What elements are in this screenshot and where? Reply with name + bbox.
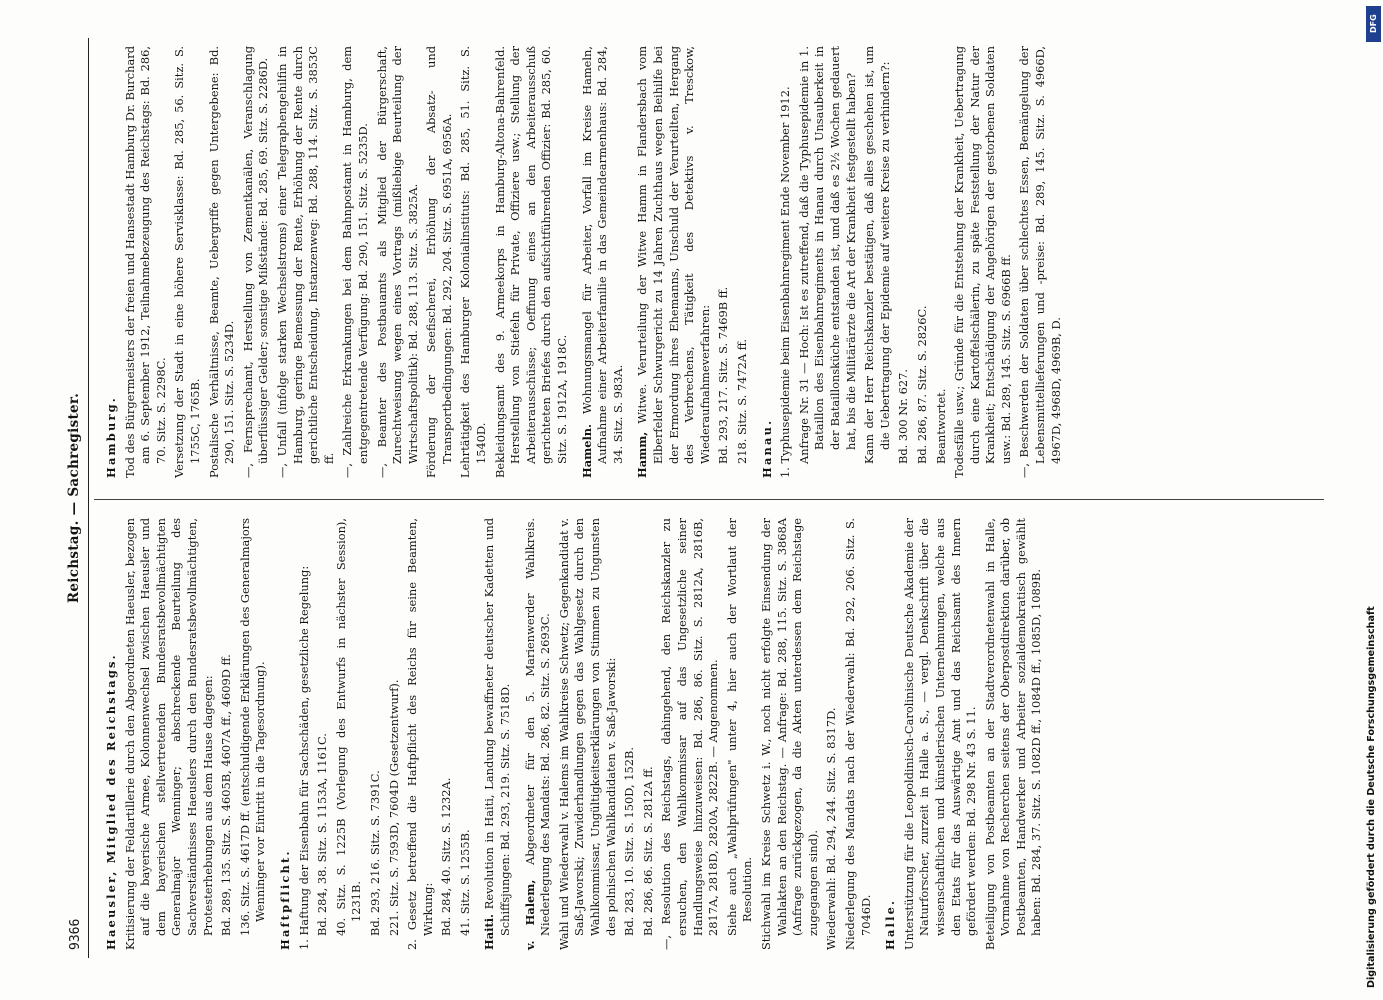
register-entry: Unterstützung für die Leopoldinisch-Carolinische Deutsche Akademie der Naturforscher, zurzeit in Halle a. S., — vergl. Denkschrift über die wissenschaftlichen und künstlerischen Unternehmungen, welche aus den Etats für das Auswärtige Amt und das Reichsamt des Innern gefördert werden: Bd. 298 Nr. 43 S. 11. xyxy=(901,518,979,950)
rotated-register-page xyxy=(40,38,1340,958)
citation-line: Beantwortet. xyxy=(933,388,948,464)
register-entry: Förderung der Seefischerei, Erhöhung der Absatz- und Transportbedingungen: Bd. 292, 204. Sitz. S. 6951A, 6956A. xyxy=(424,46,454,478)
register-entry: Postalische Verhältnisse, Beamte, Uebergriffe gegen Untergebene: Bd. 290, 151. Sitz. S. 5234D. xyxy=(206,46,237,478)
digitization-credit xyxy=(1352,4,1376,996)
register-entry xyxy=(580,46,627,478)
entry-text: Witwe. Verurteilung der Witwe Hamm in Flandersbach vom Elberfelder Schwurgericht zu 14 Jahren Zuchthaus wegen Beihilfe bei der Ermordung ihres Ehemanns, Unschuld der Verurteilten, Hergang des Verbrechens, Tätigkeit des Detektivs v. Tresckow, Wiederaufnahmeverfahren: xyxy=(635,46,712,464)
entry-keyword: Hamm, xyxy=(635,431,650,478)
credit-text: Digitalisierung gefördert durch die Deutsche Forschungsgemeinschaft xyxy=(1366,606,1377,988)
register-entry: 2. Gesetz betreffend die Haftpflicht des Reichs für seine Beamten, Wirkung: xyxy=(405,518,435,950)
register-entry: Niederlegung des Mandats nach der Wiederwahl: Bd. 292, 206. Sitz. S. 7046D. xyxy=(842,518,873,950)
citation-line: Bd. 286, 86. Sitz. S. 2812A ff. xyxy=(640,766,655,936)
entry-heading: Hamburg. xyxy=(104,396,118,478)
citation-line: Bd. 286, 87. Sitz. S. 2826C. xyxy=(914,305,929,464)
citation-line: Bd. 293, 216. Sitz. S. 7391C. xyxy=(367,770,382,936)
page-number: 9366 xyxy=(68,918,83,950)
left-column xyxy=(104,518,1048,950)
register-entry: Tod des Bürgermeisters der freien und Hansestadt Hamburg Dr. Burchard am 6. September 1912, Teilnahmebezeugung des Reichstags: Bd. 286, 70. Sitz. S. 2298C. xyxy=(122,46,168,478)
register-entry: —, Unfall (infolge starken Wechselstroms) einer Telegraphengehilfin in Hamburg, geringe Bemessung der Rente, Erhöhung der Rente durch gerichtliche Entscheidung, Instanzenweg: Bd. 288, 114. Sitz. S. 3853C ff. xyxy=(274,46,336,478)
citation-line: Bd. 300 Nr. 627. xyxy=(896,368,911,464)
register-entry: 1. Haftung der Eisenbahn für Sachschäden, gesetzliche Regelung: xyxy=(296,565,311,950)
entry-heading: Haftpflicht. xyxy=(277,849,292,950)
register-entry: 1. Typhusepidemie beim Eisenbahnregiment Ende November 1912. xyxy=(778,86,793,478)
citation-line: 40. Sitz. S. 1225B (Vorlegung des Entwurfs in nächster Session), 1231B. xyxy=(333,518,364,936)
register-entry xyxy=(523,518,554,950)
entry-heading: Haeusler, Mitglied des Reichstags. xyxy=(104,653,118,950)
entry-text: Revolution in Haiti, Landung bewaffneter deutscher Kadetten und Schiffsjungen: Bd. 293, 219. Sitz. S. 7518D. xyxy=(482,518,513,936)
citation-line: Anfrage Nr. 31 — Hoch: Ist es zutreffend, daß die Typhusepidemie in 1. Bataillon des Eisenbahnregiments in Hanau durch Unsauberkeit in der Bataillonsküche entstanden ist, und daß es 2½ Wochen gedauert hat, bis die Militärärzte die Art der Krankheit festgestellt haben? xyxy=(796,46,858,464)
dfg-logo: DFG xyxy=(1366,6,1381,42)
citation-line: 221. Sitz. S. 7593D, 7604D (Gesetzentwurf). xyxy=(386,679,401,936)
register-entry: Wiederwahl: Bd. 294, 244. Sitz. S. 8317D. xyxy=(824,707,839,950)
register-entry: Wahl und Wiederwahl v. Halems im Wahlkreise Schwetz; Gegenkandidat v. Saß-Jaworski; Zuwiderhandlungen gegen das Wahlgesetz durch den Wahlkommissar, Ungültigkeitserklärungen von Stimmen zu Ungunsten des polnischen Wahlkandidaten v. Saß-Jaworski: xyxy=(556,518,618,950)
page-header xyxy=(66,38,89,958)
register-entry: Versetzung der Stadt in eine höhere Servisklasse: Bd. 285, 56. Sitz. S. 1755C, 1765B. xyxy=(172,46,202,478)
entry-text: Abgeordneter für den 5. Marienwerder Wahlkreis. Niederlegung des Mandats: Bd. 286, 82. Sitz. S. 2693C. xyxy=(522,518,553,936)
citation-line: Kann der Herr Reichskanzler bestätigen, daß alles geschehen ist, um die Uebertragung der Epidemie auf weitere Kreise zu verhindern?: xyxy=(862,46,892,464)
citation-line: 218. Sitz. S. 7472A ff. xyxy=(734,338,749,464)
register-entry: —, Zahlreiche Erkrankungen bei dem Bahnpostamt in Hamburg, dem entgegentretende Verfügung: Bd. 290, 151. Sitz. S. 5235D. xyxy=(340,46,370,478)
register-entry: Stichwahl im Kreise Schwetz i. W., noch nicht erfolgte Einsendung der Wahlakten an den Reichstag. — Anfrage: Bd. 288, 115. Sitz. S. 3868A (Anfrage zurückgezogen, da die Akten unterdessen dem Reichstage zugegangen sind). xyxy=(758,518,820,950)
register-entry: Todesfälle usw.; Gründe für die Entstehung der Krankheit, Uebertragung durch eine Kartoffelschälerin, zu späte Feststellung der Natur der Krankheit; Entschädigung der Angehörigen der gestorbenen Soldaten usw.: Bd. 289, 145. Sitz. S. 6966B ff. xyxy=(952,46,1013,478)
register-entry: Beteiligung von Postbeamten an der Stadtverordnetenwahl in Halle, Vormahme von Recherchen seitens der Oberpostdirektion darüber, ob Postbeamten, Handwerker und Arbeiter sozialdemokratisch gewählt haben: Bd. 284, 37. Sitz. S. 1082D ff., 1084D ff., 1085D, 1089B. xyxy=(982,518,1044,950)
register-entry: —, Beschwerden der Soldaten über schlechtes Essen, Bemängelung der Lebensmittellieferungen und -preise: Bd. 289, 145. Sitz. S. 4966D, 4967D, 4968D, 4969B, D. xyxy=(1017,46,1063,478)
register-entry: —, Resolution des Reichstags, dahingehend, den Reichskanzler zu ersuchen, den Wahlkommissar auf das Ungesetzliche seiner Handlungsweise hinzuweisen: Bd. 286, 86. Sitz. S. 2812A, 2816B, 2817A, 2818D, 2820A, 2822B. — Angenommen. xyxy=(659,518,721,950)
citation-line: 41. Sitz. S. 1255B. xyxy=(457,829,472,936)
register-entry: Bekleidungsamt des 9. Armeekorps in Hamburg-Altona-Bahrenfeld. Herstellung von Stiefeln für Private, Offiziere usw.; Stellung der Arbeiterausschüsse; Oeffnung eines an den Arbeiterausschuß gerichteten Briefes durch den aufsichtführenden Offizier: Bd. 285, 60. Sitz. S. 1912A, 1918C. xyxy=(492,46,570,478)
citation-line: Siehe auch „Wahlprüfungen" unter 4, hier auch der Wortlaut der Resolution. xyxy=(724,518,755,936)
citation-line: Bd. 283, 10. Sitz. S. 150D, 152B. xyxy=(622,747,637,936)
register-entry: —, Fernsprechamt, Herstellung von Zementkanälen, Veranschlagung überflüssiger Gelder; sonstige Mißstände: Bd. 285, 69. Sitz. S. 2286D. xyxy=(240,46,271,478)
right-column xyxy=(104,46,1067,478)
entry-keyword: Haiti. xyxy=(482,913,497,950)
entry-heading: Hanau. xyxy=(759,418,774,478)
running-title: Reichstag. — Sachregister. xyxy=(66,392,82,604)
column-divider xyxy=(94,499,1324,500)
citation-line: Bd. 289, 135. Sitz. S. 4605B, 4607A ff., 4609D ff. xyxy=(219,654,234,936)
citation-line: Bd. 284, 38. Sitz. S. 1153A, 1161C. xyxy=(315,733,330,936)
register-entry: Kritisierung der Feldartillerie durch den Abgeordneten Haeusler, bezogen auf die bayerische Armee, Kolonnenwechsel zwischen Haeusler und dem bayerischen stellvertretenden Bundesratsbevollmächtigten Generalmajor Wenninger; abschreckende Beurteilung des Sachverständnisses Haeuslers durch den Bundesratsbevollmächtigten, Protesterhebungen aus dem Hause dagegen: xyxy=(122,518,215,950)
entry-keyword: Hameln. xyxy=(579,423,594,478)
entry-keyword: v. Halem, xyxy=(522,879,537,950)
citation-line: 136. Sitz. S. 4617D ff. (entschuldigende Erklärungen des Generalmajors Wenninger vor Eintritt in die Tagesordnung). xyxy=(237,518,268,936)
register-entry xyxy=(635,46,713,478)
register-entry xyxy=(482,518,513,950)
register-entry: —, Beamter des Postbauamts als Mitglied der Bürgerschaft, Zurechtweisung wegen eines Vortrags (mißliebige Beurteilung der Wirtschaftspolitik): Bd. 288, 113. Sitz. S. 3825A. xyxy=(374,46,420,478)
register-entry: Lehrtätigkeit des Hamburger Kolonialinstituts: Bd. 285, 51. Sitz. S. 1540D. xyxy=(458,46,489,478)
entry-heading: Halle. xyxy=(883,898,898,950)
citation-line: Bd. 293, 217. Sitz. S. 7469B ff. xyxy=(716,286,731,464)
entry-text: Wohnungsmangel für Arbeiter, Vorfall im Kreise Hameln, Aufnahme einer Arbeiterfamilie in das Gemeindearmenhaus: Bd. 284, 34. Sitz. S. 983A. xyxy=(579,46,625,464)
citation-line: Bd. 284, 40. Sitz. S. 1232A. xyxy=(439,777,454,936)
